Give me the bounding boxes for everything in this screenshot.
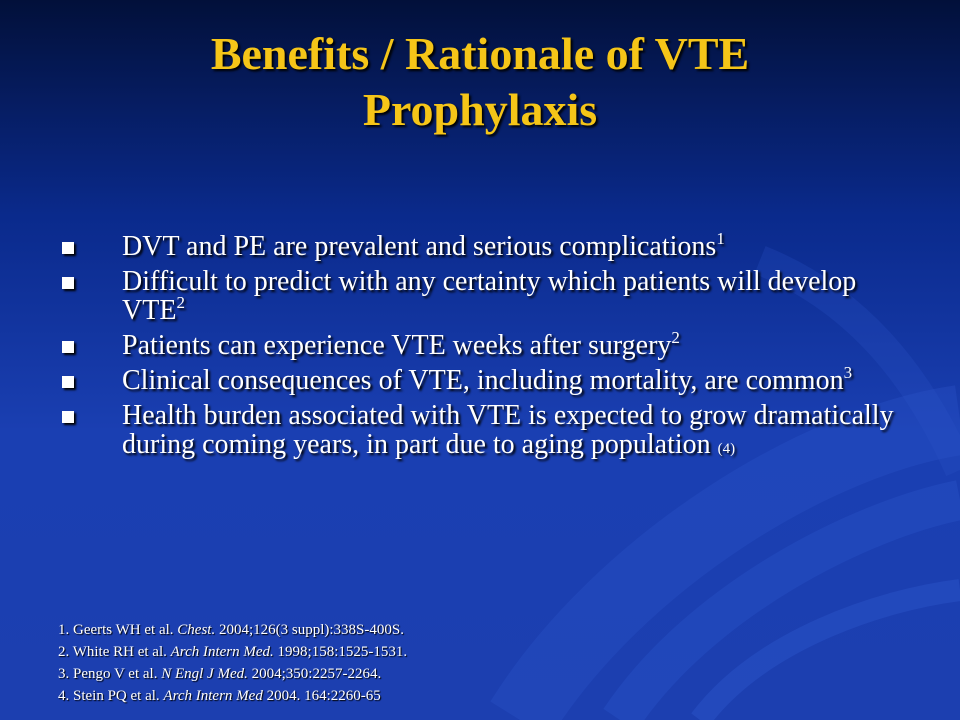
bullet-citation: 3 bbox=[843, 363, 853, 382]
bullet-item bbox=[60, 267, 900, 325]
bullet-list bbox=[60, 229, 900, 470]
bullet-text: Difficult to predict with any certainty which patients will develop VTE bbox=[122, 266, 857, 326]
reference-details: 1998;158:1525-1531. bbox=[273, 644, 408, 660]
bullet-text: Health burden associated with VTE is expected to grow dramatically during coming years, in part due to aging population bbox=[122, 400, 894, 460]
reference-item bbox=[58, 642, 918, 662]
reference-authors: 3. Pengo V et al. bbox=[58, 666, 162, 682]
bullet-item bbox=[60, 363, 900, 396]
bullet-citation: 1 bbox=[716, 229, 725, 248]
reference-authors: 2. White RH et al. bbox=[58, 644, 171, 660]
reference-item bbox=[58, 620, 918, 640]
reference-journal: Arch Intern Med. bbox=[170, 644, 274, 660]
bullet-text: Patients can experience VTE weeks after surgery bbox=[122, 330, 672, 361]
reference-journal: Arch Intern Med bbox=[163, 688, 263, 704]
square-bullet-icon bbox=[62, 376, 74, 388]
square-bullet-icon bbox=[62, 341, 74, 353]
reference-journal: Chest. bbox=[177, 622, 216, 638]
reference-authors: 4. Stein PQ et al. bbox=[58, 688, 164, 704]
slide-title bbox=[80, 26, 880, 138]
bullet-item bbox=[60, 229, 900, 262]
bullet-text: DVT and PE are prevalent and serious complications bbox=[122, 231, 717, 262]
reference-item bbox=[58, 664, 918, 684]
reference-details: 2004. 164:2260-65 bbox=[262, 688, 381, 704]
bullet-citation: 2 bbox=[176, 293, 185, 312]
square-bullet-icon bbox=[62, 277, 74, 289]
reference-details: 2004;126(3 suppl):338S-400S. bbox=[215, 622, 404, 638]
reference-details: 2004;350:2257-2264. bbox=[247, 666, 382, 682]
bullet-citation: 2 bbox=[671, 328, 680, 347]
square-bullet-icon bbox=[62, 411, 74, 423]
reference-journal: N Engl J Med. bbox=[161, 666, 248, 682]
slide-title-line-1: Benefits / Rationale of VTE bbox=[210, 28, 750, 79]
bullet-item bbox=[60, 401, 900, 464]
slide-title-line-2: Prophylaxis bbox=[362, 84, 598, 135]
reference-list bbox=[58, 620, 918, 708]
bullet-text: Clinical consequences of VTE, including mortality, are common bbox=[122, 365, 844, 396]
reference-item bbox=[58, 686, 918, 706]
bullet-citation: (4) bbox=[717, 441, 736, 457]
square-bullet-icon bbox=[62, 242, 74, 254]
reference-authors: 1. Geerts WH et al. bbox=[58, 622, 178, 638]
bullet-item bbox=[60, 328, 900, 361]
